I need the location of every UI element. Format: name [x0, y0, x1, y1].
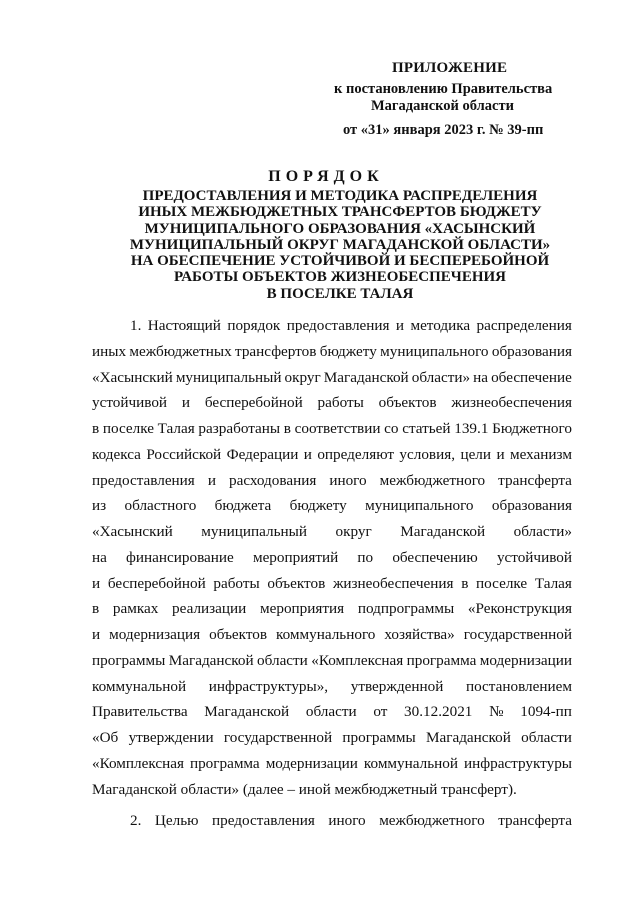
word: со [384, 420, 399, 437]
word: муниципального [380, 342, 489, 360]
word: объектов [209, 626, 268, 643]
text-line [92, 416, 572, 442]
word: распределения [476, 317, 572, 334]
text-line [92, 674, 572, 700]
word: «Хасынский [92, 368, 173, 386]
word: инфраструктуры», [208, 677, 329, 695]
word: статьей [402, 420, 451, 437]
word: определяют [317, 445, 394, 463]
heading-line: ИНЫХ МЕЖБЮДЖЕТНЫХ ТРАНСФЕРТОВ БЮДЖЕТУ [138, 204, 542, 221]
word: бюджета [214, 497, 272, 515]
word: и [92, 626, 101, 643]
word: устойчивой [496, 548, 572, 566]
heading-line: НА ОБЕСПЕЧЕНИЕ УСТОЙЧИВОЙ И БЕСПЕРЕБОЙНОЙ [130, 253, 550, 270]
word: и [395, 317, 405, 334]
word: поселке [102, 420, 154, 437]
word: бюджету [319, 342, 377, 360]
word: кодекса [92, 445, 141, 463]
word: в [283, 420, 291, 437]
word: объектов [378, 394, 437, 412]
order-title: ПОРЯДОК [268, 168, 384, 185]
word: 1094-пп [520, 703, 572, 721]
word: коммунального [276, 626, 376, 643]
word: утверждении [128, 729, 214, 746]
word: модернизации [479, 651, 572, 669]
heading-line: В ПОСЕЛКЕ ТАЛАЯ [266, 285, 414, 302]
word: от [373, 703, 388, 721]
word: межбюджетных [129, 342, 232, 360]
word: на [92, 548, 107, 566]
text-line [92, 390, 572, 416]
word: в [92, 600, 100, 618]
word: округ [284, 368, 321, 386]
word: муниципального [365, 497, 474, 515]
word: Талая [534, 574, 572, 592]
word: предоставления [212, 812, 315, 830]
text-line [92, 571, 572, 597]
word: 139.1 [454, 420, 489, 437]
word: жизнеобеспечения [451, 394, 572, 412]
word: реализации [172, 600, 247, 618]
text-line [92, 622, 572, 648]
word: Настоящий [147, 317, 221, 334]
word: области [257, 651, 308, 669]
word: образования [491, 497, 572, 515]
word: рамках [112, 600, 159, 618]
word: муниципальный [175, 368, 282, 386]
word: модернизация [109, 626, 201, 643]
word: в [461, 574, 469, 592]
appendix-title: ПРИЛОЖЕНИЕ [392, 60, 508, 76]
document-heading [100, 188, 580, 302]
word: трансфертов [235, 342, 317, 360]
appendix-date-number-line: от «31» января 2023 г. № 39-пп [343, 122, 544, 138]
text-line [92, 751, 572, 777]
word: Целью [154, 812, 199, 830]
word: жизнеобеспечения [332, 574, 454, 592]
word: условия, [399, 445, 456, 463]
word: программы [92, 651, 166, 669]
text-line [92, 468, 572, 494]
word: обеспечению [392, 548, 478, 566]
word: объектов [267, 574, 326, 592]
word: Талая [157, 420, 195, 437]
word: в [92, 420, 100, 437]
word: инфраструктуры [464, 754, 572, 772]
word: соответствии [294, 420, 381, 437]
word: Правительства [92, 703, 188, 721]
word: и [207, 471, 216, 489]
text-line [92, 725, 572, 751]
word: механизм [510, 445, 572, 463]
word: иного [328, 812, 366, 830]
word: муниципальный [201, 523, 307, 540]
word: программа [189, 754, 260, 772]
word: по [357, 548, 374, 566]
word: Магаданской [204, 703, 290, 721]
word: модернизации [265, 754, 358, 772]
word: Магаданской [168, 651, 254, 669]
heading-line: ПРЕДОСТАВЛЕНИЯ И МЕТОДИКА РАСПРЕДЕЛЕНИЯ [142, 188, 538, 204]
heading-line: РАБОТЫ ОБЪЕКТОВ ЖИЗНЕОБЕСПЕЧЕНИЯ [173, 269, 506, 286]
word: области» [513, 523, 572, 540]
word: постановлением [465, 677, 572, 695]
word: Магаданской [400, 523, 486, 540]
text-line [92, 545, 572, 571]
text-line [92, 519, 572, 545]
text-line [92, 339, 572, 365]
line-text: Магаданской области» (далее – иной межбюджетный трансферт). [92, 780, 517, 798]
text-line [92, 648, 572, 674]
heading-line: МУНИЦИПАЛЬНОГО ОБРАЗОВАНИЯ «ХАСЫНСКИЙ [144, 220, 536, 237]
text-line [92, 777, 572, 803]
word: «Реконструкция [467, 600, 572, 618]
word: 1. [130, 317, 142, 334]
word: цели [460, 445, 492, 463]
word: работы [317, 394, 364, 412]
word: Магаданской [323, 368, 409, 386]
word: № [489, 703, 504, 721]
word: расходования [228, 471, 317, 489]
word: областного [124, 497, 197, 515]
word: устойчивой [92, 394, 168, 412]
word: из [92, 497, 107, 515]
word: методика [410, 317, 471, 334]
word: «Комплексная [92, 754, 184, 772]
word: и [181, 394, 191, 412]
word: Бюджетного [492, 420, 572, 437]
appendix-resolution-line: к постановлению Правительства [334, 81, 553, 97]
word: государственной [463, 626, 572, 643]
word: и [496, 445, 505, 463]
paragraph-1 [92, 313, 572, 802]
word: поселке [476, 574, 528, 592]
word: и [92, 574, 101, 592]
word: программы [342, 729, 416, 746]
word: мероприятия [260, 600, 345, 618]
word: образования [491, 342, 572, 360]
word: предоставления [92, 471, 195, 489]
word: иных [92, 342, 127, 360]
word: 2. [130, 812, 142, 830]
word: трансферта [498, 812, 572, 830]
word: программа [406, 651, 477, 669]
word: округ [335, 523, 372, 540]
word: бюджету [289, 497, 347, 515]
word: области» [411, 368, 471, 386]
body-text [92, 313, 572, 834]
word: трансферта [498, 471, 572, 489]
word: иного [329, 471, 367, 489]
word: бесперебойной [107, 574, 206, 592]
word: на [473, 368, 489, 386]
heading-line: МУНИЦИПАЛЬНЫЙ ОКРУГ МАГАДАНСКОЙ ОБЛАСТИ» [129, 236, 551, 253]
word: «Комплексная [311, 651, 404, 669]
word: коммунальной [363, 754, 458, 772]
word: 30.12.2021 [404, 703, 473, 721]
appendix-region-line: Магаданской области [371, 98, 514, 114]
text-line [92, 493, 572, 519]
paragraph-2 [92, 808, 572, 834]
word: межбюджетного [379, 812, 485, 830]
text-line [92, 596, 572, 622]
word: разработаны [198, 420, 281, 437]
text-line [92, 699, 572, 725]
text-line [92, 365, 572, 391]
word: «Хасынский [92, 523, 173, 540]
text-line [92, 808, 572, 834]
word: коммунальной [92, 677, 187, 695]
word: финансирование [126, 548, 234, 566]
word: «Об [92, 729, 119, 746]
word: Российской [146, 445, 222, 463]
word: Федерации [226, 445, 299, 463]
word: и [303, 445, 312, 463]
text-line [92, 313, 572, 339]
word: хозяйства» [384, 626, 455, 643]
word: бесперебойной [204, 394, 303, 412]
word: мероприятий [252, 548, 339, 566]
word: Магаданской [425, 729, 511, 746]
word: порядок [227, 317, 281, 334]
word: межбюджетного [379, 471, 486, 489]
word: работы [213, 574, 260, 592]
word: обеспечение [491, 368, 572, 386]
text-line [92, 442, 572, 468]
word: утвержденной [350, 677, 444, 695]
word: области [305, 703, 357, 721]
word: подпрограммы [357, 600, 455, 618]
word: области [521, 729, 572, 746]
word: государственной [223, 729, 333, 746]
word: предоставления [286, 317, 390, 334]
